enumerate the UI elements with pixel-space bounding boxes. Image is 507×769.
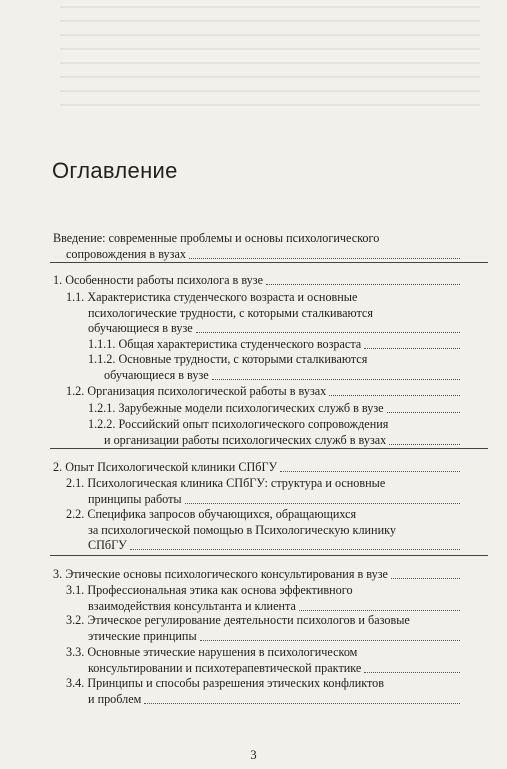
- toc-entry-text: СПбГУ: [88, 538, 127, 552]
- toc-entry-text: 1.1.1. Общая характеристика студенческого возраста: [88, 337, 362, 351]
- toc-entry-text: 3. Этические основы психологического консультирования в вузе: [53, 567, 388, 581]
- toc-entry-text: 1.2.1. Зарубежные модели психологических служб в вузе: [88, 401, 384, 415]
- toc-entry-text: принципы работы: [88, 491, 182, 506]
- toc-entry-text: 2.1. Психологическая клиника СПбГУ: структура и основные: [66, 476, 386, 490]
- toc-entry-text: 2. Опыт Психологической клиники СПбГУ: [53, 460, 278, 474]
- toc-entry-text: Введение: современные проблемы и основы психологического: [53, 231, 380, 245]
- toc-entry-text: 3.2. Этическое регулирование деятельности психологов и базовые: [66, 613, 410, 627]
- leader-dots: [364, 348, 460, 349]
- toc-entry-text: за психологической помощью в Психологическую клинику: [88, 522, 396, 537]
- section-divider: [50, 555, 488, 556]
- toc-entry-text: сопровождения в вузах: [66, 246, 186, 261]
- toc-entry-text: этические принципы: [88, 628, 197, 643]
- section-divider: [50, 448, 488, 449]
- leader-dots: [299, 610, 460, 611]
- toc-entry-text: 3.1. Профессиональная этика как основа эффективного: [66, 583, 353, 597]
- section-divider: [50, 262, 488, 263]
- toc-entry-text: 1.2. Организация психологической работы в вузах: [66, 384, 327, 398]
- leader-dots: [266, 284, 460, 285]
- leader-dots: [189, 258, 460, 259]
- toc-entry-text: 1.1.2. Основные трудности, с которыми сталкиваются: [88, 352, 368, 366]
- page-number: 3: [250, 748, 257, 762]
- toc-entry-text: 2.2. Специфика запросов обучающихся, обращающихся: [66, 507, 357, 521]
- leader-dots: [280, 471, 460, 472]
- leader-dots: [200, 640, 460, 641]
- toc-entry-text: и организации работы психологических служб в вузах: [104, 432, 387, 447]
- leader-dots: [387, 412, 460, 413]
- leader-dots: [389, 444, 460, 445]
- leader-dots: [364, 672, 460, 673]
- leader-dots: [185, 503, 460, 504]
- toc-entry-text: и проблем: [88, 691, 142, 706]
- leader-dots: [130, 549, 460, 550]
- toc-entry-text: взаимодействия консультанта и клиента: [88, 598, 296, 613]
- leader-dots: [144, 703, 460, 704]
- toc-entry-text: 3.4. Принципы и способы разрешения этических конфликтов: [66, 676, 385, 690]
- leader-dots: [391, 578, 460, 579]
- toc-entry-text: консультировании и психотерапевтической практике: [88, 660, 362, 675]
- toc-title: Оглавление: [52, 158, 178, 183]
- leader-dots: [329, 395, 460, 396]
- leader-dots: [212, 379, 460, 380]
- leader-dots: [196, 332, 460, 333]
- toc-entry-text: 1.1. Характеристика студенческого возраста и основные: [66, 290, 358, 304]
- toc-entry-text: 1. Особенности работы психолога в вузе: [53, 273, 263, 287]
- toc-entry-text: психологические трудности, с которыми сталкиваются: [88, 305, 373, 320]
- toc-entry-text: обучающиеся в вузе: [88, 321, 193, 335]
- toc-entry-text: обучающиеся в вузе: [104, 367, 209, 382]
- toc-entry-text: 3.3. Основные этические нарушения в психологическом: [66, 645, 358, 659]
- toc-entry-text: 1.2.2. Российский опыт психологического сопровождения: [88, 417, 389, 431]
